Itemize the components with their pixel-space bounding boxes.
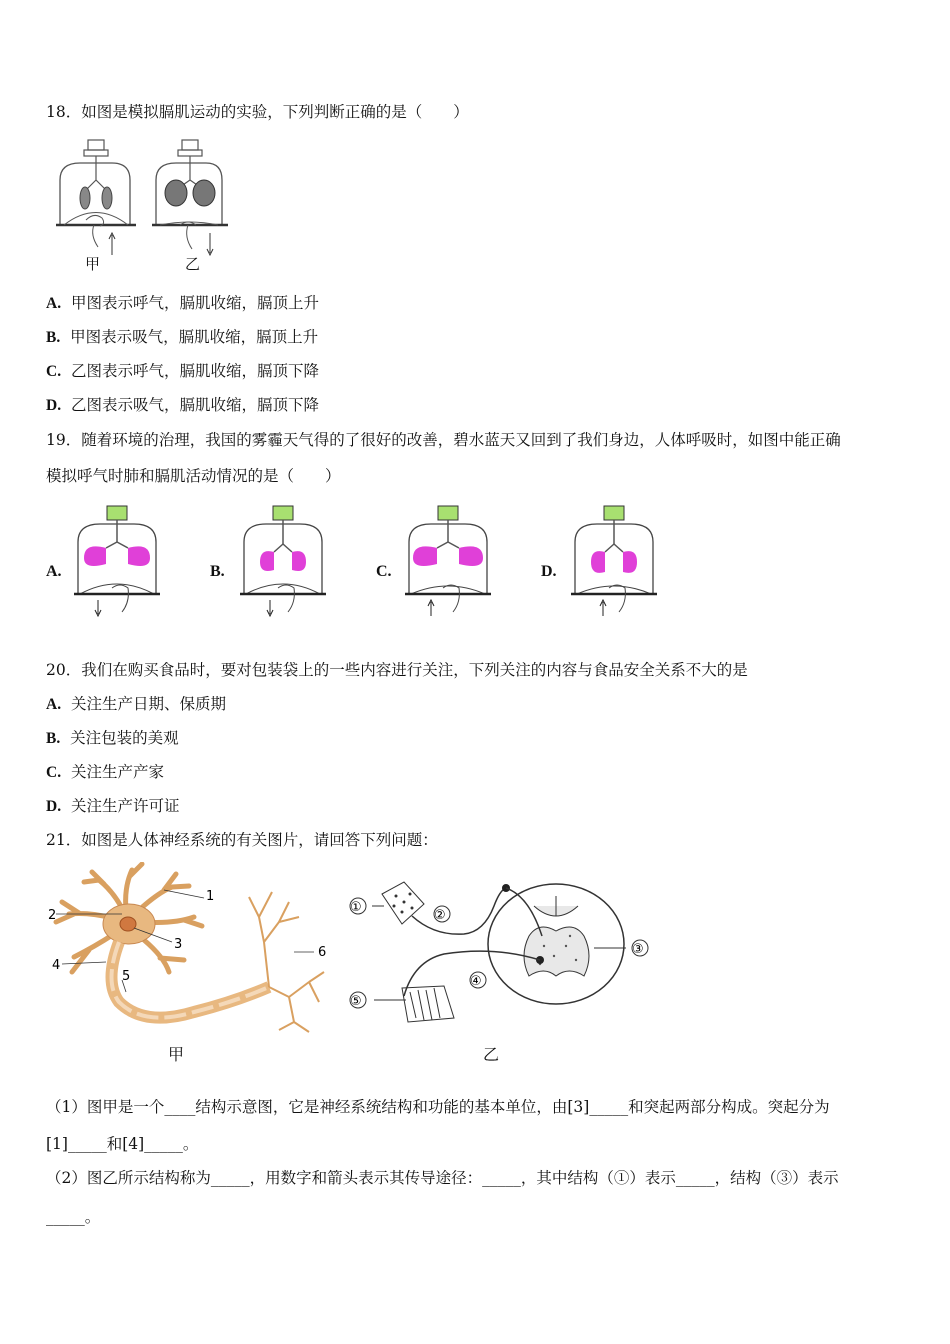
q21-sub1-line2: [1]_____和[4]_____。 bbox=[46, 1135, 199, 1153]
q19-jar-c[interactable] bbox=[401, 502, 496, 622]
q21-fig-label-yi: 乙 bbox=[483, 1045, 500, 1064]
q19-stem-line2: 模拟呼气时肺和膈肌活动情况的是（ ） bbox=[46, 467, 341, 485]
q21-neuron-figure bbox=[44, 862, 339, 1037]
option-text: 乙图表示吸气，膈肌收缩，膈顶下降 bbox=[70, 396, 319, 414]
option-text: 关注包装的美观 bbox=[70, 729, 179, 747]
reflex-label-2: ② bbox=[434, 908, 446, 923]
q19-option-d-key[interactable]: D. bbox=[541, 563, 557, 580]
neuron-label-6: 6 bbox=[318, 945, 327, 960]
neuron-label-4: 4 bbox=[52, 958, 61, 973]
q18-option-d[interactable] bbox=[46, 395, 319, 416]
reflex-label-1: ① bbox=[350, 900, 362, 915]
neuron-label-2: 2 bbox=[48, 908, 57, 923]
q21-fig-label-jia: 甲 bbox=[168, 1045, 185, 1064]
option-text: 甲图表示吸气，膈肌收缩，膈顶上升 bbox=[70, 328, 319, 346]
option-text: 甲图表示呼气，膈肌收缩，膈顶上升 bbox=[70, 294, 319, 312]
q18-jar-yi bbox=[152, 140, 228, 255]
neuron-label-3: 3 bbox=[174, 937, 183, 952]
q18-jar-jia bbox=[56, 140, 136, 255]
option-key: B. bbox=[46, 329, 61, 346]
q19-jar-a[interactable] bbox=[70, 502, 165, 622]
q21-stem: 21．如图是人体神经系统的有关图片，请回答下列问题： bbox=[46, 831, 438, 849]
option-text: 关注生产产家 bbox=[70, 763, 164, 781]
q20-stem: 20．我们在购买食品时，要对包装袋上的一些内容进行关注，下列关注的内容与食品安全关系不大的是 bbox=[46, 661, 748, 679]
q19-stem-line1: 19．随着环境的治理，我国的雾霾天气得的了很好的改善，碧水蓝天又回到了我们身边，人体呼吸时，如图中能正确 bbox=[46, 431, 841, 449]
neuron-label-1: 1 bbox=[206, 889, 215, 904]
q20-option-c[interactable] bbox=[46, 762, 164, 783]
q21-sub2-line2: _____。 bbox=[46, 1208, 101, 1226]
option-key: A. bbox=[46, 696, 62, 713]
option-key: C. bbox=[46, 764, 62, 781]
q19-option-c-key[interactable]: C. bbox=[376, 563, 392, 580]
q18-fig-label-yi: 乙 bbox=[185, 255, 201, 273]
q18-figure bbox=[50, 135, 240, 275]
option-text: 关注生产许可证 bbox=[70, 797, 180, 815]
option-key: C. bbox=[46, 363, 62, 380]
q19-jar-d[interactable] bbox=[567, 502, 662, 622]
q18-option-b[interactable] bbox=[46, 327, 318, 348]
reflex-label-4: ④ bbox=[470, 974, 482, 989]
q18-option-c[interactable] bbox=[46, 361, 319, 382]
option-key: D. bbox=[46, 397, 62, 414]
q18-stem: 18．如图是模拟膈肌运动的实验，下列判断正确的是（ ） bbox=[46, 103, 469, 121]
q19-jar-b[interactable] bbox=[236, 502, 331, 622]
q21-sub1-line1: （1）图甲是一个____结构示意图，它是神经系统结构和功能的基本单位，由[3]_____和突起两部分构成。突起分为 bbox=[46, 1098, 830, 1116]
option-key: B. bbox=[46, 730, 61, 747]
q18-fig-label-jia: 甲 bbox=[85, 255, 101, 273]
q20-option-b[interactable] bbox=[46, 728, 179, 749]
reflex-label-5: ⑤ bbox=[350, 994, 362, 1009]
reflex-label-3: ③ bbox=[632, 942, 644, 957]
q19-option-b-key[interactable]: B. bbox=[210, 563, 225, 580]
option-text: 关注生产日期、保质期 bbox=[70, 695, 226, 713]
option-text: 乙图表示呼气，膈肌收缩，膈顶下降 bbox=[70, 362, 319, 380]
q18-option-a[interactable] bbox=[46, 293, 319, 314]
option-key: D. bbox=[46, 798, 62, 815]
neuron-label-5: 5 bbox=[122, 969, 131, 984]
q20-option-a[interactable] bbox=[46, 694, 226, 715]
q19-option-a-key[interactable]: A. bbox=[46, 563, 62, 580]
q21-sub2-line1: （2）图乙所示结构称为_____，用数字和箭头表示其传导途径：_____，其中结构（①）表示_____，结构（③）表示 bbox=[46, 1169, 839, 1187]
option-key: A. bbox=[46, 295, 62, 312]
q20-option-d[interactable] bbox=[46, 796, 179, 817]
q21-reflex-arc-figure bbox=[344, 876, 654, 1036]
